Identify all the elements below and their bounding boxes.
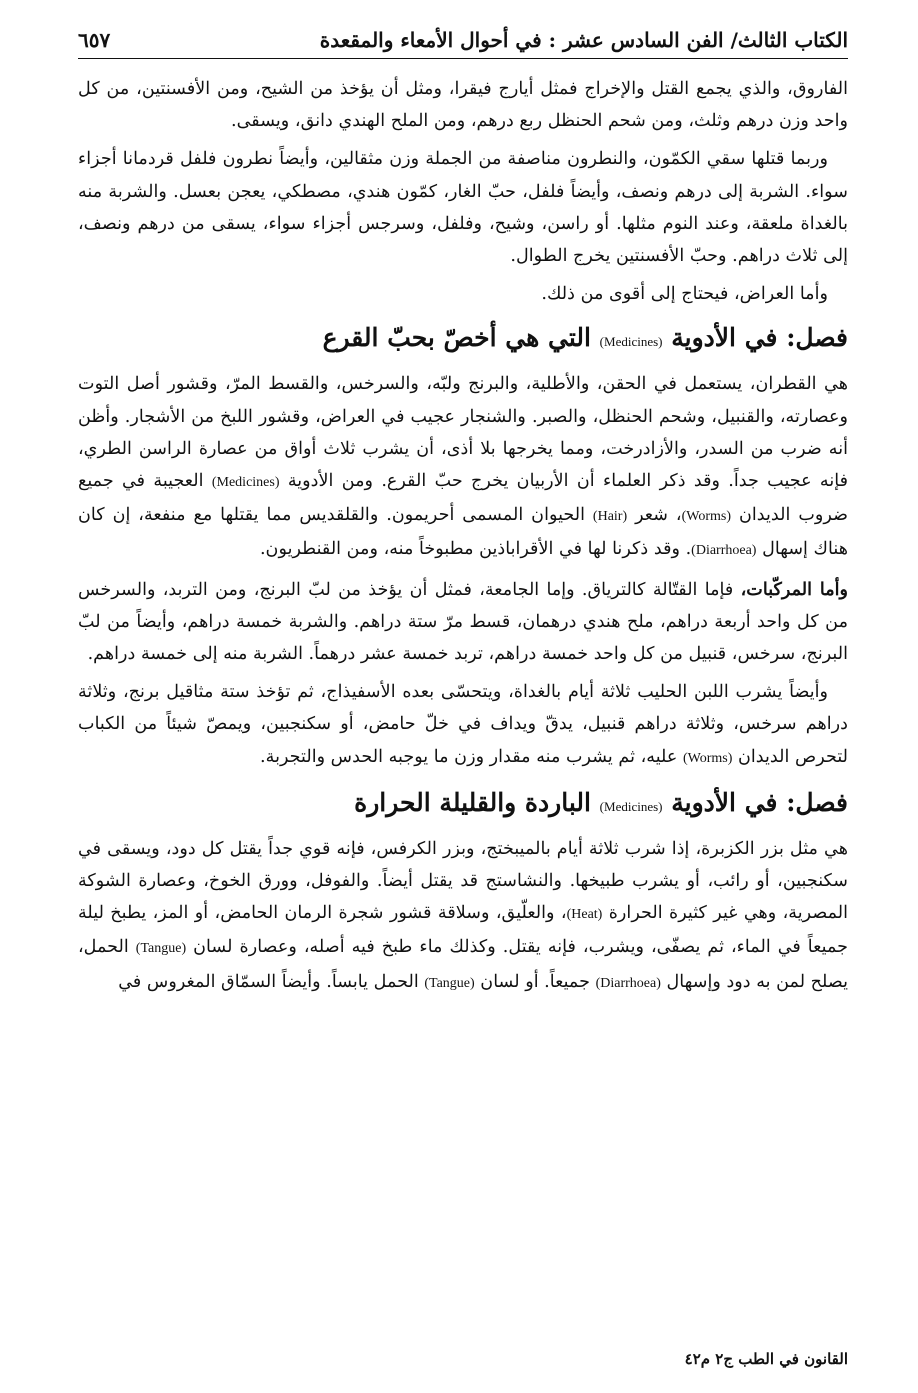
heading-term: (Medicines) [599, 334, 663, 350]
compounds-lead: وأما المركّبات، [740, 578, 848, 600]
text-run: الحمل، يصلح لمن به دود وإسهال [78, 937, 848, 992]
text-run: الحيوان المسمى أحريمون. والقلقديس مما يقتلها مع منفعة، إن كان هناك إسهال [78, 505, 848, 560]
latin-term: (Medicines) [211, 475, 280, 491]
paragraph-tapeworm-remedies [78, 368, 848, 567]
latin-term: (Diarrhoea) [595, 975, 661, 991]
heading-start: فصل: في الأدوية [671, 787, 848, 817]
text-run: . وقد ذكرنا لها في الأقراباذين مطبوخاً منه، ومن القنطريون. [259, 539, 692, 560]
section-heading-cold-medicines [78, 783, 848, 827]
heading-end: الباردة والقليلة الحرارة [354, 787, 591, 817]
paragraph-cumin: وربما قتلها سقي الكمّون، والنطرون مناصفة من الجملة وزن مثقالين، وأيضاً نطرون فلفل قردمانا أجزاء سواء. الشربة إلى درهم ونصف، وأيضاً فلفل، حبّ الغار، كمّون هندي، مصطكي، يعجن بعسل. والشربة منه بالغداة ملعقة، وعند النوم مثلها. أو راسن، وشيح، وفلفل، وسرجس أجزاء سواء، يسقى من درهم ونصف، إلى ثلاث دراهم. وحبّ الأفسنتين يخرج الطوال. [78, 149, 848, 267]
paragraph-theriac: الفاروق، والذي يجمع القتل والإخراج فمثل أيارج فيقرا، ومثل أن يؤخذ من الشيح، ومن الأفسنتين، من كل واحد وزن درهم وثلث، ومن شحم الحنظل ربع درهم، ومن الملح الهندي دانق، ويسقى. [78, 79, 848, 132]
running-header [78, 28, 848, 59]
signature-line: القانون في الطب ج٢ م٤٢ [684, 1350, 848, 1368]
heading-start: فصل: في الأدوية [671, 323, 848, 353]
text-run: الحمل يابساً. وأيضاً السمّاق المغروس في [118, 971, 419, 992]
paragraph-compounds [78, 574, 848, 671]
text-run: هي مثل بزر الكزبرة، إذا شرب ثلاثة أيام بالميبختج، وبزر الكرفس، فإنه قوي جداً يقتل كل دود، ويسقى في سكنجبين، أو رائب، أو يشرب طبيخها. والنشاستج قد يقتل أيضاً. والفوفل، وورق الخوخ، وعصارة الشوكة المصرية، وهي غير كثيرة الحرارة [78, 838, 849, 924]
heading-term: (Medicines) [599, 798, 663, 814]
text-run: وأيضاً يشرب اللبن الحليب ثلاثة أيام بالغداة، ويتحسّى بعده الأسفيذاج، ثم تؤخذ ستة مثاقيل برنج، وثلاثة دراهم سرخس، وثلاثة دراهم قنبيل، يدقّ ويداف في خلّ حامض، أو سكنجبين، ويمصّ شيئاً من الكباب لتحرص الديدان [78, 682, 848, 767]
latin-term: (Hair) [592, 509, 628, 525]
latin-term: (Worms) [682, 750, 733, 766]
book-page [78, 28, 848, 1006]
latin-term: (Heat) [566, 907, 603, 923]
body-text [78, 73, 848, 1000]
latin-term: (Tangue) [424, 975, 475, 991]
latin-term: (Worms) [681, 509, 732, 525]
text-run: هي القطران، يستعمل في الحقن، والأطلية، والبرنج ولبّه، والسرخس، والقسط المرّ، وقشور أصل التوت وعصارته، والقنبيل، وشحم الحنظل، والصبر. والشنجار عجيب في العراض، وقشور اللبخ من الأشجار. وأظن أنه ضرب من السدر، والأزادرخت، ومما يخرجها بلا أذى، أن يشرب ثلاث أواق من عصارة الراسن الطري، فإنه عجيب جداً. وقد ذكر العلماء أن الأربيان يخرج حبّ القرع. ومن الأدوية [78, 374, 849, 492]
text-run: ، شعر [635, 505, 682, 526]
running-title: الكتاب الثالث/ الفن السادس عشر : في أحوال الأمعاء والمقعدة [319, 28, 848, 52]
text-run: العجيبة في جميع ضروب الديدان [78, 471, 849, 526]
text-run: فإما القتّالة كالترياق. وإما الجامعة، فمثل أن يؤخذ من لبّ البرنج، ومن التربد، والسرخس من كل واحد أربعة دراهم، ملح هندي درهمان، قسط مرّ ستة دراهم. والشربة خمسة دراهم، وأيضاً من لبّ البرنج، سرخس، قنبيل من كل واحد خمسة دراهم، تربد خمسة عشر درهماً. الشربة منه إلى خمسة دراهم. [78, 579, 848, 665]
section-heading-tapeworm [78, 318, 848, 362]
paragraph-cold-remedies [78, 833, 848, 1000]
text-run: عليه، ثم يشرب منه مقدار وزن ما يوجبه الحدس والتجربة. [260, 746, 678, 767]
latin-term: (Diarrhoea) [691, 543, 757, 559]
paragraph-milk-regimen [78, 676, 848, 775]
latin-term: (Tangue) [135, 941, 187, 957]
page-number: ٦٥٧ [78, 28, 111, 52]
text-run: ، والعلّيق، وسلاقة قشور شجرة الرمان الحامض، أو المز، يطبخ ليلة جميعاً في الماء، ثم يصفّى، ويشرب، فإنه يقتل. وكذلك ماء طبخ فيه أصله، وعصارة لسان [78, 903, 849, 958]
text-run: جميعاً. أو لسان [480, 971, 590, 992]
heading-end: التي هي أخصّ بحبّ القرع [322, 323, 591, 353]
paragraph-broad-worms: وأما العراض، فيحتاج إلى أقوى من ذلك. [541, 284, 828, 305]
